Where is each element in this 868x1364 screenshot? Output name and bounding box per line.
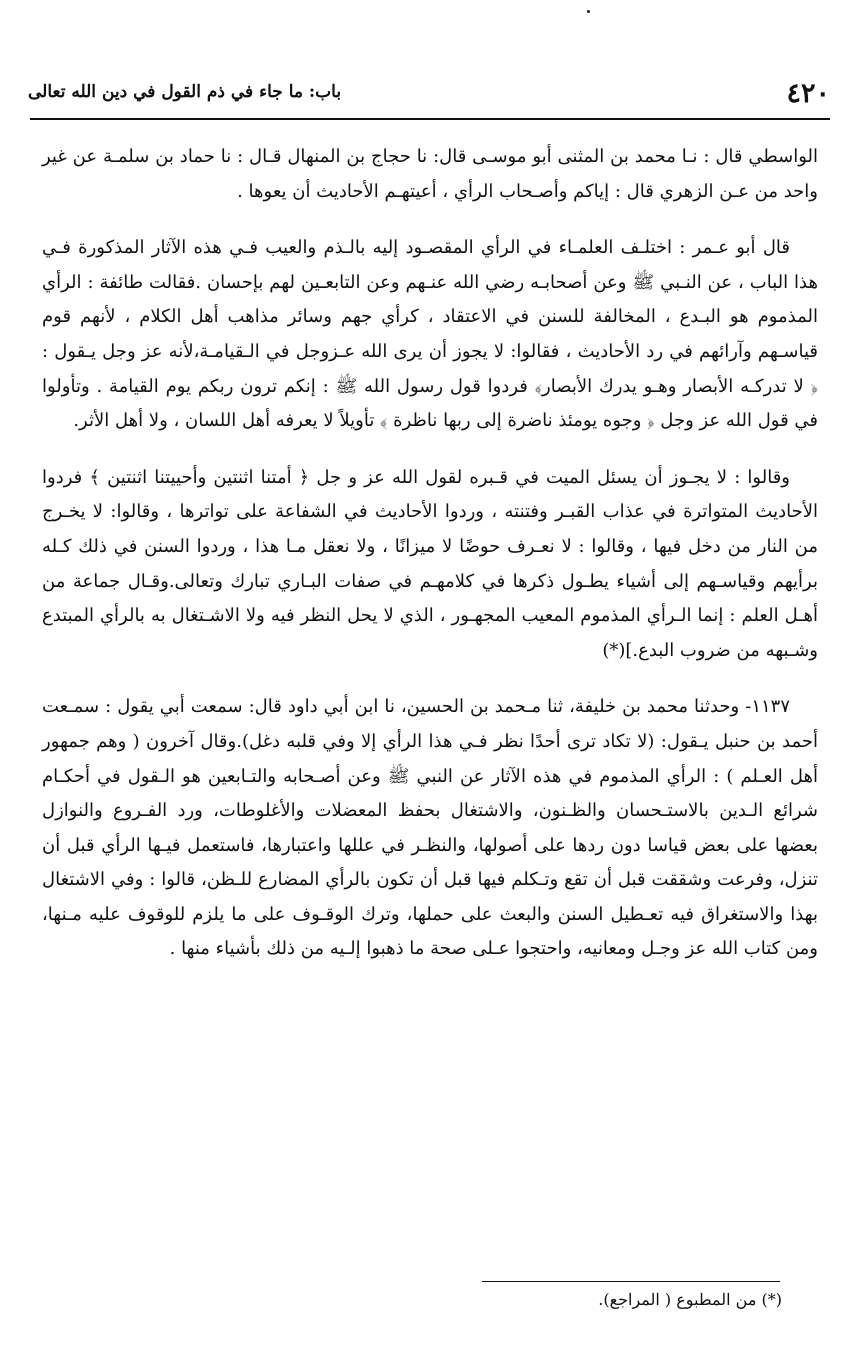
paragraph-gap [42,439,818,461]
page-header [28,74,830,114]
running-title: باب: ما جاء في ذم القول في دين الله تعالى [28,82,342,102]
main-text [42,140,818,967]
footnote-divider [482,1281,780,1282]
paragraph-gap [42,209,818,231]
footnote: (*) من المطبوع ( المراجع). [598,1290,782,1309]
header-divider [30,118,830,120]
paragraph-1: الواسطي قال : نـا محمد بن المثنى أبو موسـى قال: نا حجاج بن المنهال قـال : نا حماد بن سلمـة عن غير واحد من عـن الزهري قال : إياكم وأصـحاب الرأي ، أعيتهـم الأحاديث أن يعوها . [42,146,818,202]
ink-speck [587,10,590,13]
paragraph-2: قال أبو عـمر : اختلـف العلمـاء في الرأي المقصـود إليه بالـذم والعيب فـي هذه الآثار المذكورة فـي هذا الباب ، عن النـبي ﷺ وعن أصحابـه رضي الله عنـهم وعن التابعـين لهم بإحسان .فقالت طائفة : الرأي المذموم هو البـدع ، المخالفة للسنن في الاعتقاد ، كرأي جهم وسائر مذاهب أهل الكلام ، لأنهم قوم قياسـهم وآرائهم في رد الأحاديث ، فقالوا: لا يجوز أن يرى الله عـزوجل في الـقيامـة،لأنه عز وجل يـقول : ﴿ لا تدركـه الأبصار وهـو يدرك الأبصار﴾ فردوا قول رسول الله ﷺ : إنكم ترون ربكم يوم القيامة . وتأولوا في قول الله عز وجل ﴿ وجوه يومئذ ناضرة إلى ربها ناظرة ﴾ تأويلاً لا يعرفه أهل اللسان ، ولا أهل الأثر. [42,237,818,432]
paragraph-3: وقالوا : لا يجـوز أن يسئل الميت في قـبره لقول الله عز و جل ﴿ أمتنا اثنتين وأحييتنا اثنتين ﴾ فردوا الأحاديث المتواترة في عذاب القبـر وفتنته ، وردوا الأحاديث في الشفاعة على تواترها ، وقالوا: لا يخـرج من النار من دخل فيها ، وقالوا : لا نعـرف حوضًا لا ميزانًا ، ولا نعقل مـا هذا ، وردوا السنن في ذلك كـله برأيهم وقياسـهم إلى أشياء يطـول ذكرها في كلامهـم في صفات البـاري تبارك وتعالى.وقـال جماعة من أهـل العلم : إنما الـرأي المذموم المعيب المجهـور ، الذي لا يحل النظر فيه ولا الاشـتغال به بالرأي المبتدع وشـبهه من ضروب البدع.](*) [42,466,818,661]
page-number: ٤٢٠ [786,78,830,109]
paragraph-gap [42,668,818,690]
paragraph-4: ١١٣٧- وحدثنا محمد بن خليفة، ثنا مـحمد بن الحسين، نا ابن أبي داود قال: سمعت أبي يقول : سمـعت أحمد بن حنبل يـقول: (لا تكاد ترى أحدًا نظر فـي هذا الرأي إلا وفي قلبه دغل).وقال آخرون ( وهم جمهور أهل العـلم ) : الرأي المذموم في هذه الآثار عن النبي ﷺ وعن أصـحابه والتـابعين هو الـقول في أحكـام شرائع الـدين بالاستـحسان والظـنون، والاشتغال بحفظ المعضلات والأغلوطات، ورد الفـروع والنوازل بعضها على بعض قياسا دون ردها على أصولها، والنظـر في عللها واعتبارها، فاستعمل فيـها الرأي قبل أن تنزل، وفرعت وشققت قبل أن تقع وتـكلم فيها قبل أن تكون بالرأي المضارع للـظن، قالوا : وفي الاشتغال بهذا والاستغراق فيه تعـطيل السنن والبعث على حملها، وترك الوقـوف على ما يلزم للوقوف عليه مـنها، ومن كتاب الله عز وجـل ومعانيه، واحتجوا عـلى صحة ما ذهبوا إلـيه من ذلك بأشياء منها . [42,696,818,960]
